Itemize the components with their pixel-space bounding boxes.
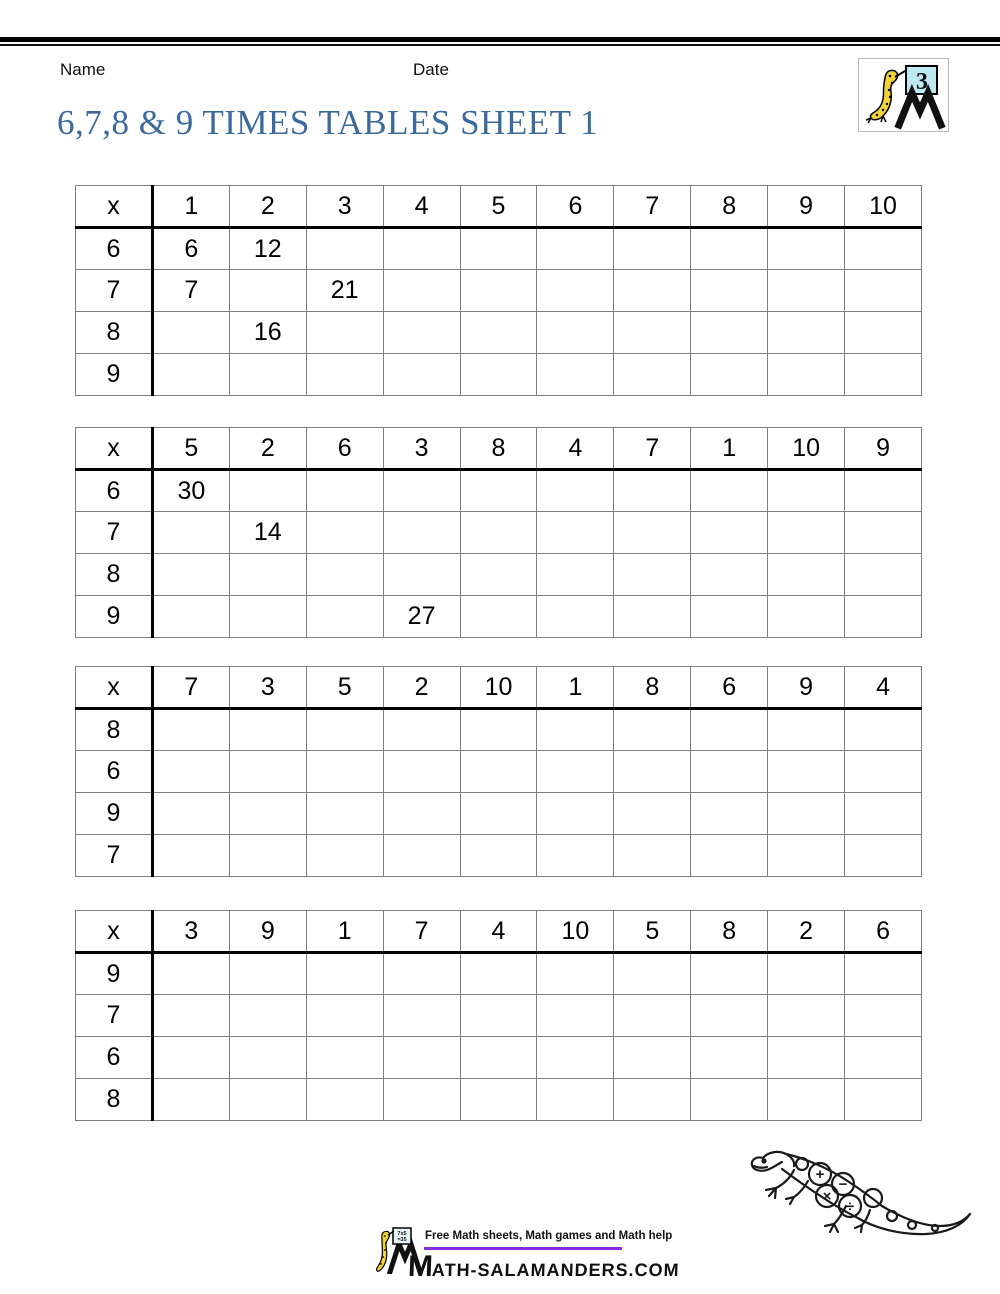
answer-cell-empty [614,995,691,1037]
answer-cell-filled: 27 [383,596,460,638]
answer-cell-empty [691,270,768,312]
header-multiplier-cell: 2 [383,667,460,709]
table-row [76,1079,922,1121]
row-multiplicand-cell: 7 [76,835,153,877]
answer-cell-empty [614,751,691,793]
header-multiplier-cell: 6 [691,667,768,709]
answer-cell-empty [460,470,537,512]
answer-cell-empty [306,1079,383,1121]
times-table [75,185,922,396]
answer-cell-empty [383,312,460,354]
answer-cell-empty [614,470,691,512]
table-row [76,751,922,793]
answer-cell-empty [537,793,614,835]
row-multiplicand-cell: 7 [76,512,153,554]
answer-cell-empty [306,1037,383,1079]
answer-cell-empty [614,953,691,995]
answer-cell-empty [460,1079,537,1121]
answer-cell-empty [614,312,691,354]
table-row [76,596,922,638]
header-multiplier-cell: 2 [229,186,306,228]
answer-cell-empty [845,1037,922,1079]
answer-cell-empty [383,1079,460,1121]
row-multiplicand-cell: 6 [76,751,153,793]
table-row [76,470,922,512]
answer-cell-empty [306,470,383,512]
answer-cell-empty [845,270,922,312]
table-row [76,953,922,995]
answer-cell-empty [691,793,768,835]
answer-cell-empty [691,751,768,793]
answer-cell-empty [152,554,229,596]
header-multiplier-cell: 1 [152,186,229,228]
footer-brand [376,1224,680,1283]
answer-cell-empty [691,470,768,512]
answer-cell-empty [306,354,383,396]
answer-cell-empty [306,953,383,995]
answer-cell-filled: 7 [152,270,229,312]
row-multiplicand-cell: 8 [76,312,153,354]
header-multiplier-cell: 6 [537,186,614,228]
answer-cell-empty [537,751,614,793]
answer-cell-empty [691,512,768,554]
answer-cell-empty [768,312,845,354]
answer-cell-empty [460,751,537,793]
answer-cell-empty [845,793,922,835]
answer-cell-empty [691,835,768,877]
answer-cell-empty [152,512,229,554]
times-table [75,427,922,638]
header-multiplier-cell: 10 [460,667,537,709]
header-multiplier-cell: 9 [845,428,922,470]
answer-cell-empty [537,354,614,396]
answer-cell-empty [845,228,922,270]
header-multiplier-cell: 9 [768,186,845,228]
multiply-sign-cell: x [76,428,153,470]
answer-cell-filled: 6 [152,228,229,270]
answer-cell-empty [229,554,306,596]
divide-symbol: ÷ [845,1198,855,1215]
answer-cell-empty [460,793,537,835]
answer-cell-filled: 14 [229,512,306,554]
wordmark-m: M [407,1250,433,1283]
answer-cell-empty [537,312,614,354]
header-multiplier-cell: 5 [614,911,691,953]
table-row [76,793,922,835]
multiply-sign-cell: x [76,911,153,953]
top-rule [0,37,1000,46]
answer-cell-empty [614,554,691,596]
table-row [76,709,922,751]
table-row [76,354,922,396]
plus-symbol: + [815,1166,825,1183]
header-multiplier-cell: 7 [614,428,691,470]
answer-cell-empty [460,596,537,638]
answer-cell-empty [152,312,229,354]
row-multiplicand-cell: 6 [76,470,153,512]
answer-cell-empty [845,709,922,751]
answer-cell-empty [845,751,922,793]
answer-cell-empty [229,835,306,877]
answer-cell-filled: 30 [152,470,229,512]
row-multiplicand-cell: 7 [76,270,153,312]
answer-cell-empty [614,709,691,751]
header-multiplier-cell: 10 [845,186,922,228]
answer-cell-empty [383,554,460,596]
answer-cell-empty [537,953,614,995]
answer-cell-empty [691,228,768,270]
row-multiplicand-cell: 8 [76,554,153,596]
table-row [76,270,922,312]
answer-cell-empty [768,596,845,638]
header-multiplier-cell: 7 [383,911,460,953]
answer-cell-empty [152,1079,229,1121]
answer-cell-empty [306,596,383,638]
answer-cell-empty [229,470,306,512]
gecko-logo-icon [859,59,948,131]
header-multiplier-cell: 6 [845,911,922,953]
answer-cell-empty [152,596,229,638]
answer-cell-empty [845,1079,922,1121]
answer-cell-empty [537,1037,614,1079]
header-multiplier-cell: 3 [229,667,306,709]
answer-cell-empty [229,793,306,835]
answer-cell-empty [460,554,537,596]
mini-board-text: 7x5 [397,1231,407,1237]
multiply-sign-cell: x [76,667,153,709]
header-multiplier-cell: 3 [383,428,460,470]
answer-cell-empty [152,793,229,835]
answer-cell-empty [229,1079,306,1121]
header-multiplier-cell: 1 [537,667,614,709]
row-multiplicand-cell: 9 [76,354,153,396]
answer-cell-empty [152,709,229,751]
row-multiplicand-cell: 6 [76,228,153,270]
answer-cell-empty [768,270,845,312]
answer-cell-empty [691,354,768,396]
wordmark-rest: ATH-SALAMANDERS.COM [431,1260,680,1280]
answer-cell-empty [229,995,306,1037]
answer-cell-empty [691,709,768,751]
answer-cell-empty [614,354,691,396]
answer-cell-empty [383,751,460,793]
header-multiplier-cell: 2 [229,428,306,470]
row-multiplicand-cell: 6 [76,1037,153,1079]
multiply-sign-cell: x [76,186,153,228]
answer-cell-empty [614,270,691,312]
row-multiplicand-cell: 7 [76,995,153,1037]
answer-cell-empty [460,512,537,554]
answer-cell-empty [383,470,460,512]
table-row [76,835,922,877]
answer-cell-empty [383,354,460,396]
answer-cell-empty [768,354,845,396]
times-table [75,910,922,1121]
header-multiplier-cell: 8 [691,911,768,953]
header-multiplier-cell: 4 [537,428,614,470]
header-multiplier-cell: 5 [460,186,537,228]
answer-cell-empty [537,512,614,554]
answer-cell-empty [691,312,768,354]
answer-cell-empty [229,354,306,396]
table-row [76,228,922,270]
answer-cell-empty [845,512,922,554]
answer-cell-empty [152,953,229,995]
answer-cell-empty [460,995,537,1037]
header-multiplier-cell: 8 [691,186,768,228]
answer-cell-empty [306,751,383,793]
header-multiplier-cell: 5 [306,667,383,709]
answer-cell-empty [152,354,229,396]
answer-cell-empty [845,953,922,995]
answer-cell-empty [691,596,768,638]
answer-cell-empty [460,709,537,751]
answer-cell-empty [229,596,306,638]
answer-cell-empty [383,512,460,554]
answer-cell-empty [306,995,383,1037]
answer-cell-empty [845,835,922,877]
answer-cell-empty [768,793,845,835]
header-multiplier-cell: 6 [306,428,383,470]
answer-cell-empty [229,953,306,995]
answer-cell-empty [537,709,614,751]
header-multiplier-cell: 1 [306,911,383,953]
logo-number: 3 [916,69,928,95]
answer-cell-empty [306,228,383,270]
times-table [75,666,922,877]
header-multiplier-cell: 10 [537,911,614,953]
answer-cell-empty [152,1037,229,1079]
answer-cell-empty [383,228,460,270]
answer-cell-empty [768,1079,845,1121]
answer-cell-empty [768,835,845,877]
answer-cell-empty [768,995,845,1037]
row-multiplicand-cell: 9 [76,596,153,638]
answer-cell-empty [845,995,922,1037]
header-multiplier-cell: 3 [306,186,383,228]
table-row [76,554,922,596]
answer-cell-empty [229,1037,306,1079]
answer-cell-empty [537,270,614,312]
answer-cell-empty [383,1037,460,1079]
answer-cell-empty [768,953,845,995]
answer-cell-empty [460,354,537,396]
answer-cell-empty [845,470,922,512]
answer-cell-empty [537,554,614,596]
answer-cell-filled: 21 [306,270,383,312]
answer-cell-empty [845,312,922,354]
header-multiplier-cell: 2 [768,911,845,953]
salamander-icon [742,1136,977,1236]
table-row [76,995,922,1037]
page-title: 6,7,8 & 9 TIMES TABLES SHEET 1 [57,103,599,142]
header-multiplier-cell: 8 [460,428,537,470]
answer-cell-empty [845,596,922,638]
answer-cell-empty [691,995,768,1037]
answer-cell-empty [845,554,922,596]
answer-cell-empty [383,953,460,995]
table-row [76,512,922,554]
answer-cell-empty [306,793,383,835]
header-multiplier-cell: 5 [152,428,229,470]
answer-cell-empty [229,751,306,793]
answer-cell-empty [152,995,229,1037]
answer-cell-empty [306,835,383,877]
header-multiplier-cell: 7 [614,186,691,228]
answer-cell-empty [614,512,691,554]
answer-cell-empty [691,953,768,995]
header-multiplier-cell: 4 [845,667,922,709]
answer-cell-empty [306,709,383,751]
answer-cell-empty [383,709,460,751]
answer-cell-filled: 16 [229,312,306,354]
answer-cell-empty [614,1037,691,1079]
answer-cell-empty [152,751,229,793]
name-label: Name [60,60,106,79]
answer-cell-empty [768,512,845,554]
header-multiplier-cell: 4 [460,911,537,953]
answer-cell-empty [614,835,691,877]
answer-cell-empty [306,554,383,596]
row-multiplicand-cell: 9 [76,793,153,835]
answer-cell-empty [537,995,614,1037]
answer-cell-empty [383,270,460,312]
answer-cell-empty [614,596,691,638]
answer-cell-empty [229,709,306,751]
answer-cell-empty [691,1079,768,1121]
answer-cell-empty [537,835,614,877]
answer-cell-empty [537,596,614,638]
answer-cell-empty [691,554,768,596]
salamander-drawing [742,1136,977,1241]
answer-cell-empty [306,312,383,354]
answer-cell-empty [691,1037,768,1079]
answer-cell-empty [768,554,845,596]
answer-cell-empty [460,270,537,312]
answer-cell-empty [306,512,383,554]
multiply-symbol: × [822,1188,832,1205]
row-multiplicand-cell: 9 [76,953,153,995]
answer-cell-empty [460,835,537,877]
row-multiplicand-cell: 8 [76,1079,153,1121]
answer-cell-empty [537,228,614,270]
math-salamanders-corner-logo [858,58,949,132]
answer-cell-empty [460,953,537,995]
table-row [76,1037,922,1079]
answer-cell-empty [768,1037,845,1079]
row-multiplicand-cell: 8 [76,709,153,751]
answer-cell-empty [460,228,537,270]
svg-text:=35: =35 [397,1237,407,1243]
answer-cell-empty [768,751,845,793]
header-multiplier-cell: 8 [614,667,691,709]
header-multiplier-cell: 4 [383,186,460,228]
answer-cell-empty [614,1079,691,1121]
header-multiplier-cell: 7 [152,667,229,709]
answer-cell-empty [229,270,306,312]
date-label: Date [413,60,449,79]
answer-cell-empty [537,470,614,512]
answer-cell-empty [383,793,460,835]
header-multiplier-cell: 1 [691,428,768,470]
answer-cell-empty [383,835,460,877]
header-multiplier-cell: 9 [768,667,845,709]
footer-wordmark [407,1250,680,1284]
header-multiplier-cell: 10 [768,428,845,470]
answer-cell-empty [845,354,922,396]
answer-cell-empty [768,470,845,512]
answer-cell-empty [537,1079,614,1121]
answer-cell-empty [614,793,691,835]
answer-cell-empty [460,1037,537,1079]
header-multiplier-cell: 9 [229,911,306,953]
answer-cell-empty [152,835,229,877]
answer-cell-empty [460,312,537,354]
answer-cell-filled: 12 [229,228,306,270]
answer-cell-empty [768,228,845,270]
answer-cell-empty [768,709,845,751]
answer-cell-empty [614,228,691,270]
footer-tagline: Free Math sheets, Math games and Math help [425,1230,673,1242]
table-row [76,312,922,354]
header-multiplier-cell: 3 [152,911,229,953]
minus-symbol: − [838,1176,848,1193]
answer-cell-empty [383,995,460,1037]
